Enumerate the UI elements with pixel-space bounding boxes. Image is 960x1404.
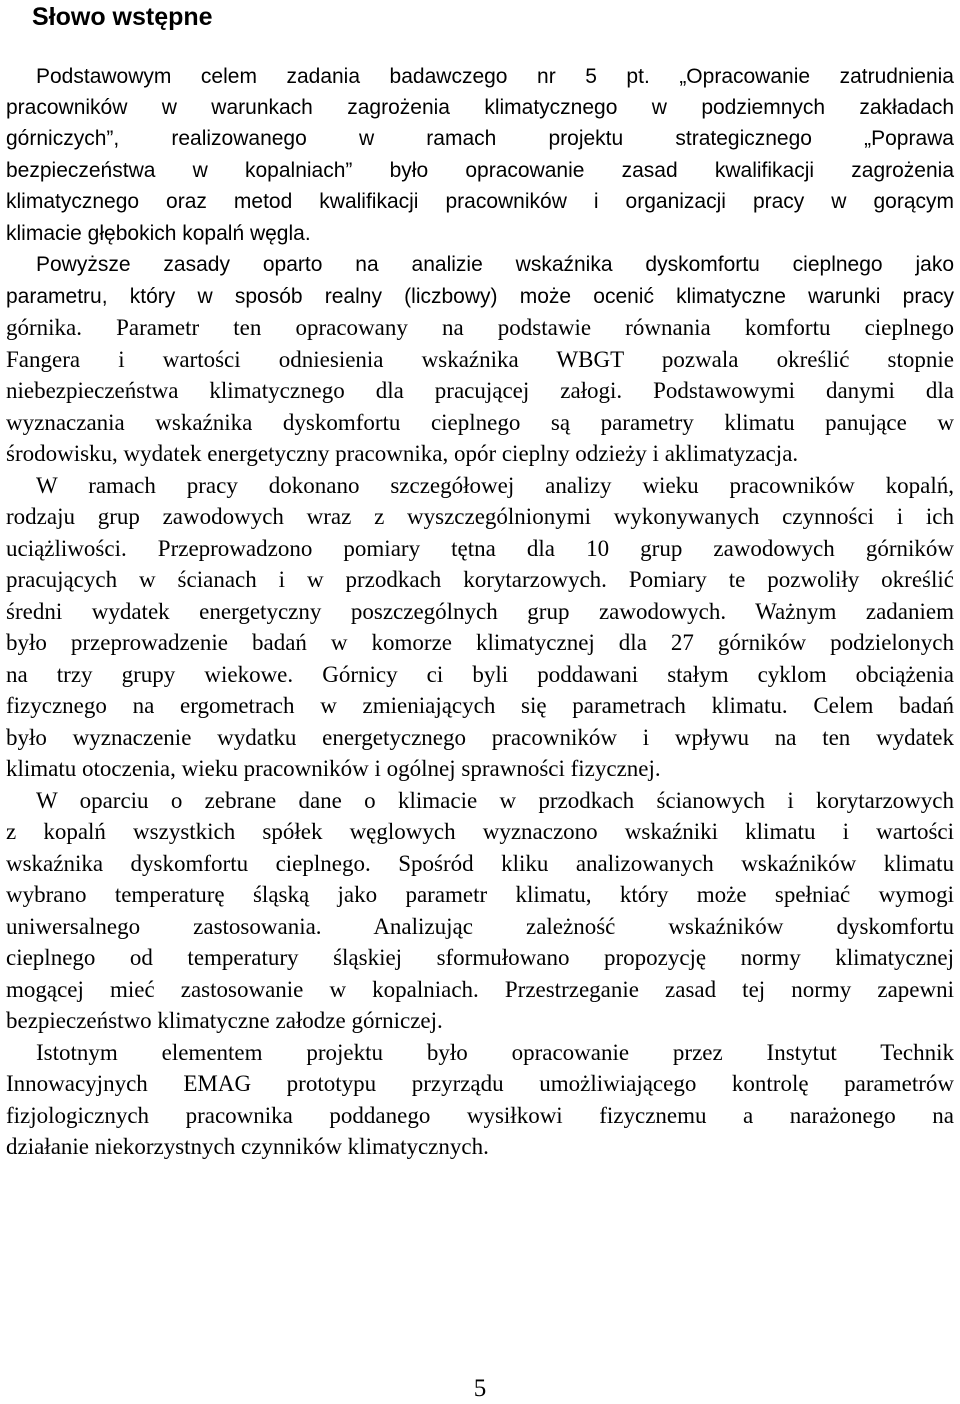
text-line: wyznaczania wskaźnika dyskomfortu cieplnego są parametry klimatu panujące w (6, 410, 954, 435)
text-line: bezpieczeństwa w kopalniach” było opracowanie zasad kwalifikacji zagrożenia (6, 159, 954, 182)
text-line: pracujących w ścianach i w przodkach korytarzowych. Pomiary te pozwoliły określić (6, 567, 954, 592)
text-line: parametru, który w sposób realny (liczbowy) może ocenić klimatyczne warunki pracy (6, 285, 954, 308)
text-line: z kopalń wszystkich spółek węglowych wyznaczono wskaźniki klimatu i wartości (6, 819, 954, 844)
text-line: Fangera i wartości odniesienia wskaźnika WBGT pozwala określić stopnie (6, 347, 954, 372)
page-number: 5 (473, 1375, 487, 1402)
text-line: było wyznaczenie wydatku energetycznego pracowników i wpływu na ten wydatek (6, 725, 954, 750)
text-line: Innowacyjnych EMAG prototypu przyrządu umożliwiającego kontrolę parametrów (6, 1071, 954, 1096)
text-line: Podstawowym celem zadania badawczego nr 5 pt. „Opracowanie zatrudnienia (36, 65, 954, 88)
text-line: działanie niekorzystnych czynników klimatycznych. (6, 1134, 489, 1159)
text-line: mogącej mieć zastosowanie w kopalniach. Przestrzeganie zasad tej normy zapewni (6, 977, 954, 1002)
text-line: wybrano temperaturę śląską jako parametr klimatu, który może spełniać wymogi (6, 882, 954, 907)
text-line: Powyższe zasady oparto na analizie wskaźnika dyskomfortu cieplnego jako (36, 253, 954, 276)
text-line: pracowników w warunkach zagrożenia klimatycznego w podziemnych zakładach (6, 96, 954, 119)
text-line: fizycznego na ergometrach w zmieniających się parametrach klimatu. Celem badań (6, 693, 954, 718)
text-line: było przeprowadzenie badań w komorze klimatycznej dla 27 górników podzielonych (6, 630, 954, 655)
text-line: W ramach pracy dokonano szczegółowej analizy wieku pracowników kopalń, (36, 473, 954, 498)
text-line: bezpieczeństwo klimatyczne załodze górniczej. (6, 1008, 443, 1033)
text-line: W oparciu o zebrane dane o klimacie w przodkach ścianowych i korytarzowych (36, 788, 954, 813)
text-line: średni wydatek energetyczny poszczególnych grup zawodowych. Ważnym zadaniem (6, 599, 954, 624)
section-heading: Słowo wstępne (32, 3, 213, 31)
text-line: cieplnego od temperatury śląskiej sformułowano propozycję normy klimatycznej (6, 945, 954, 970)
text-line: klimacie głębokich kopalń węgla. (6, 222, 311, 245)
text-line: niebezpieczeństwa klimatycznego dla pracującej załogi. Podstawowymi danymi dla (6, 378, 954, 403)
text-line: rodzaju grup zawodowych wraz z wyszczególnionymi wykonywanych czynności i ich (6, 504, 954, 529)
text-line: wskaźnika dyskomfortu cieplnego. Spośród kliku analizowanych wskaźników klimatu (6, 851, 954, 876)
text-line: klimatycznego oraz metod kwalifikacji pracowników i organizacji pracy w gorącym (6, 190, 954, 213)
text-line: uniwersalnego zastosowania. Analizując zależność wskaźników dyskomfortu (6, 914, 954, 939)
text-line: górniczych”, realizowanego w ramach projektu strategicznego „Poprawa (6, 127, 954, 150)
text-line: Istotnym elementem projektu było opracowanie przez Instytut Technik (36, 1040, 954, 1065)
text-line: uciążliwości. Przeprowadzono pomiary tętna dla 10 grup zawodowych górników (6, 536, 954, 561)
text-line: górnika. Parametr ten opracowany na podstawie równania komfortu cieplnego (6, 315, 954, 340)
text-line: fizjologicznych pracownika poddanego wysiłkowi fizycznemu a narażonego na (6, 1103, 954, 1128)
text-line: klimatu otoczenia, wieku pracowników i ogólnej sprawności fizycznej. (6, 756, 661, 781)
text-line: na trzy grupy wiekowe. Górnicy ci byli poddawani stałym cyklom obciążenia (6, 662, 954, 687)
text-line: środowisku, wydatek energetyczny pracownika, opór cieplny odzieży i aklimatyzacja. (6, 441, 799, 466)
